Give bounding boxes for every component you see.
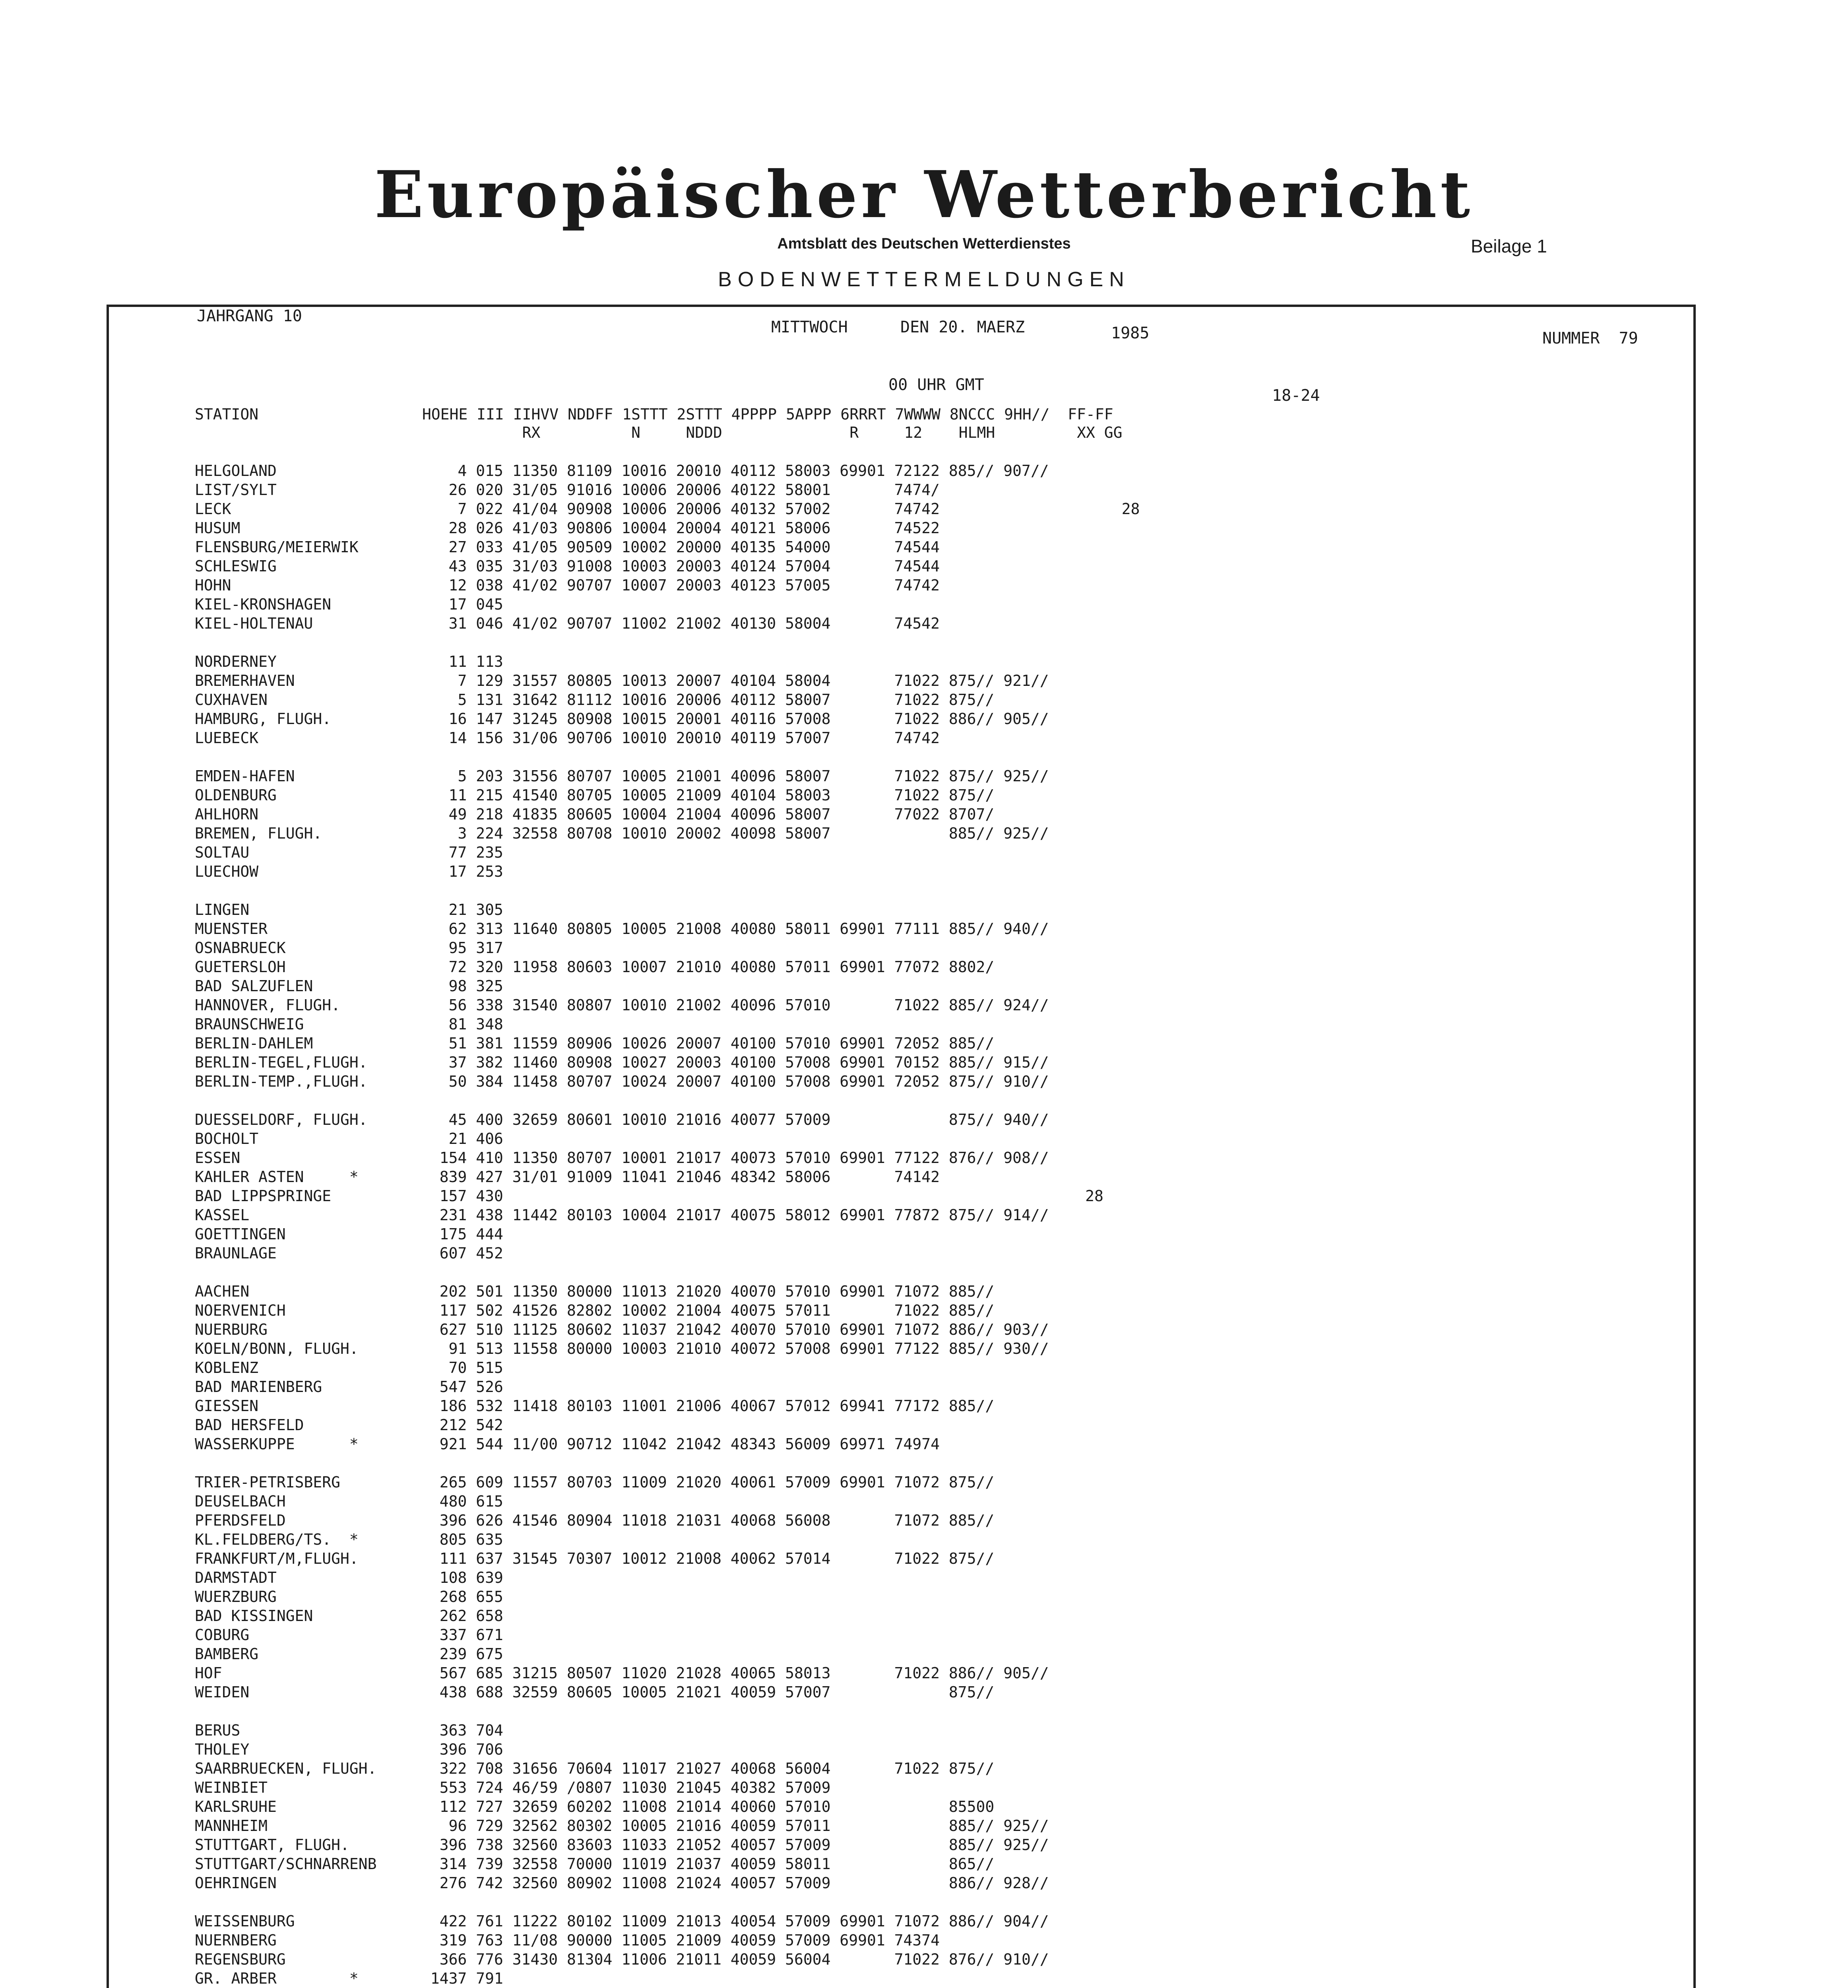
station-name: OSNABRUECK	[195, 939, 286, 957]
station-data: 212 542	[421, 1416, 503, 1434]
station-data: 62 313 11640 80805 10005 21008 40080 58011 69901 77111 885// 940//	[421, 920, 1049, 938]
column-header-line2: RX N NDDD R 12 HLMH XX GG	[195, 424, 1123, 441]
station-name: OLDENBURG	[195, 786, 277, 804]
table-row	[195, 863, 503, 880]
station-name: SOLTAU	[195, 844, 250, 861]
station-name: BREMEN, FLUGH.	[195, 825, 322, 842]
station-name: WEIDEN	[195, 1683, 250, 1701]
station-data: 366 776 31430 81304 11006 21011 40059 56004 71022 876// 910//	[421, 1951, 1049, 1968]
station-data: 363 704	[421, 1722, 503, 1739]
station-data: 11 113	[421, 653, 503, 670]
nummer: NUMMER 79	[1542, 329, 1638, 348]
table-row	[195, 538, 940, 556]
station-data: 49 218 41835 80605 10004 21004 40096 58007 77022 8707/	[421, 806, 995, 823]
station-name: KL.FELDBERG/TS. *	[195, 1531, 359, 1548]
station-data: 262 658	[421, 1607, 503, 1625]
table-row	[195, 1187, 1103, 1205]
station-data: 921 544 11/00 90712 11042 21042 48343 56009 69971 74974	[421, 1435, 940, 1453]
station-name: HUSUM	[195, 519, 240, 537]
station-name: EMDEN-HAFEN	[195, 767, 295, 785]
station-data: 157 430 28	[421, 1187, 1103, 1205]
table-row	[195, 1035, 994, 1052]
station-data: 265 609 11557 80703 11009 21020 40061 57009 69901 71072 875//	[421, 1474, 995, 1491]
table-row	[195, 1111, 1049, 1128]
station-name: BERLIN-TEGEL,FLUGH.	[195, 1054, 368, 1071]
table-row	[195, 1550, 994, 1567]
station-data: 607 452	[421, 1244, 503, 1262]
table-row	[195, 577, 940, 594]
station-data: 17 253	[421, 863, 503, 880]
date: DEN 20. MAERZ	[900, 318, 1025, 336]
table-row	[195, 1054, 1049, 1071]
station-name: MUENSTER	[195, 920, 268, 938]
table-row	[195, 996, 1049, 1014]
station-name: LIST/SYLT	[195, 481, 277, 499]
table-row	[195, 1378, 503, 1396]
table-row	[195, 1416, 503, 1434]
station-name: COBURG	[195, 1626, 250, 1644]
station-name: GIESSEN	[195, 1397, 259, 1415]
table-row	[195, 882, 421, 899]
station-name: MANNHEIM	[195, 1817, 268, 1835]
station-data: 154 410 11350 80707 10001 21017 40073 57010 69901 77122 876// 908//	[421, 1149, 1049, 1167]
station-data: 43 035 31/03 91008 10003 20003 40124 57004 74544	[421, 557, 940, 575]
station-name: AACHEN	[195, 1283, 250, 1300]
station-name: AHLHORN	[195, 806, 259, 823]
station-data: 91 513 11558 80000 10003 21010 40072 57008 69901 77122 885// 930//	[421, 1340, 1049, 1357]
station-name: WEISSENBURG	[195, 1912, 295, 1930]
station-name: NOERVENICH	[195, 1302, 286, 1319]
station-name: NUERBURG	[195, 1321, 268, 1338]
station-data: 17 045	[421, 596, 503, 613]
table-row	[195, 1779, 831, 1796]
table-row	[195, 519, 940, 537]
station-name: LINGEN	[195, 901, 250, 918]
table-row	[195, 1588, 503, 1606]
table-row	[195, 653, 503, 670]
table-row	[195, 1874, 1049, 1892]
station-name: REGENSBURG	[195, 1951, 286, 1968]
station-name: FLENSBURG/MEIERWIK	[195, 538, 359, 556]
station-data: 70 515	[421, 1359, 503, 1376]
table-row	[195, 1206, 1049, 1224]
table-row	[195, 500, 1140, 518]
station-name: BAD SALZUFLEN	[195, 977, 313, 995]
station-name: SAARBRUECKEN, FLUGH.	[195, 1760, 377, 1777]
station-name: HANNOVER, FLUGH.	[195, 996, 341, 1014]
table-row	[195, 729, 940, 747]
table-row	[195, 786, 994, 804]
table-row	[195, 1321, 1049, 1338]
station-name: BERUS	[195, 1722, 240, 1739]
table-row	[195, 1741, 503, 1758]
table-row	[195, 748, 421, 766]
station-data: 396 738 32560 83603 11033 21052 40057 57009 885// 925//	[421, 1836, 1049, 1854]
station-data: 77 235	[421, 844, 503, 861]
station-name: STUTTGART, FLUGH.	[195, 1836, 349, 1854]
station-data: 438 688 32559 80605 10005 21021 40059 57007 875//	[421, 1683, 995, 1701]
station-data: 422 761 11222 80102 11009 21013 40054 57009 69901 71072 886// 904//	[421, 1912, 1049, 1930]
jahrgang: JAHRGANG 10	[197, 307, 302, 325]
station-name: BAD KISSINGEN	[195, 1607, 313, 1625]
station-data: 553 724 46/59 /0807 11030 21045 40382 57009	[421, 1779, 831, 1796]
station-name: THOLEY	[195, 1741, 250, 1758]
station-data: 5 203 31556 80707 10005 21001 40096 58007 71022 875// 925//	[421, 767, 1049, 785]
station-name: BAD LIPPSPRINGE	[195, 1187, 332, 1205]
table-row	[195, 1493, 503, 1510]
table-row	[195, 1912, 1049, 1930]
table-row	[195, 1645, 503, 1663]
station-data: 51 381 11559 80906 10026 20007 40100 57010 69901 72052 885//	[421, 1035, 995, 1052]
station-name: DUESSELDORF, FLUGH.	[195, 1111, 368, 1128]
station-name: HAMBURG, FLUGH.	[195, 710, 332, 728]
table-row	[195, 634, 421, 651]
station-data: 231 438 11442 80103 10004 21017 40075 58012 69901 77872 875// 914//	[421, 1206, 1049, 1224]
station-name: BRAUNSCHWEIG	[195, 1015, 304, 1033]
table-row	[195, 825, 1049, 842]
table-row	[195, 1932, 940, 1949]
table-row	[195, 1340, 1049, 1357]
station-name: WUERZBURG	[195, 1588, 277, 1606]
station-name: KIEL-KRONSHAGEN	[195, 596, 332, 613]
observation-time: 00 UHR GMT	[888, 376, 984, 394]
table-row	[195, 710, 1049, 728]
station-data: 1437 791	[421, 1970, 503, 1987]
station-name: FRANKFURT/M,FLUGH.	[195, 1550, 359, 1567]
station-data: 14 156 31/06 90706 10010 20010 40119 57007 74742	[421, 729, 940, 747]
station-data: 27 033 41/05 90509 10002 20000 40135 54000 74544	[421, 538, 940, 556]
station-name: DARMSTADT	[195, 1569, 277, 1586]
station-name: DEUSELBACH	[195, 1493, 286, 1510]
station-data: 268 655	[421, 1588, 503, 1606]
table-row	[195, 1092, 421, 1109]
table-row	[195, 939, 503, 957]
station-data: 314 739 32558 70000 11019 21037 40059 58011 865//	[421, 1855, 995, 1873]
period-label: 18-24	[1272, 386, 1320, 405]
station-name: BOCHOLT	[195, 1130, 259, 1147]
station-data: 21 305	[421, 901, 503, 918]
station-name: LUEBECK	[195, 729, 259, 747]
station-data: 21 406	[421, 1130, 503, 1147]
table-row	[195, 1703, 421, 1720]
table-row	[195, 1664, 1049, 1682]
table-row	[195, 1836, 1049, 1854]
station-data: 4 015 11350 81109 10016 20010 40112 58003 69901 72122 885// 907//	[421, 462, 1049, 480]
table-row	[195, 1168, 940, 1186]
station-data: 31 046 41/02 90707 11002 21002 40130 58004 74542	[421, 615, 940, 632]
station-name: GUETERSLOH	[195, 958, 286, 976]
station-data: 319 763 11/08 90000 11005 21009 40059 57009 69901 74374	[421, 1932, 940, 1949]
table-row	[195, 1149, 1049, 1167]
station-data: 239 675	[421, 1645, 503, 1663]
station-data: 175 444	[421, 1225, 503, 1243]
station-data: 5 131 31642 81112 10016 20006 40112 58007 71022 875//	[421, 691, 995, 709]
station-name: CUXHAVEN	[195, 691, 268, 709]
station-data: 95 317	[421, 939, 503, 957]
table-row	[195, 1970, 503, 1987]
station-name: BAD MARIENBERG	[195, 1378, 322, 1396]
station-data: 337 671	[421, 1626, 503, 1644]
table-row	[195, 901, 503, 918]
table-row	[195, 806, 994, 823]
station-data: 37 382 11460 80908 10027 20003 40100 57008 69901 70152 885// 915//	[421, 1054, 1049, 1071]
station-name: KOELN/BONN, FLUGH.	[195, 1340, 359, 1357]
station-name: NORDERNEY	[195, 653, 277, 670]
station-data: 805 635	[421, 1531, 503, 1548]
station-data: 98 325	[421, 977, 503, 995]
station-data: 45 400 32659 80601 10010 21016 40077 57009 875// 940//	[421, 1111, 1049, 1128]
station-name: HOHN	[195, 577, 231, 594]
table-row	[195, 1817, 1049, 1835]
station-data: 112 727 32659 60202 11008 21014 40060 57010 85500	[421, 1798, 995, 1815]
station-name: BAD HERSFELD	[195, 1416, 304, 1434]
station-data: 7 129 31557 80805 10013 20007 40104 58004 71022 875// 921//	[421, 672, 1049, 689]
station-name: KIEL-HOLTENAU	[195, 615, 313, 632]
station-data: 111 637 31545 70307 10012 21008 40062 57014 71022 875//	[421, 1550, 995, 1567]
station-data: 7 022 41/04 90908 10006 20006 40132 57002 74742 28	[421, 500, 1140, 518]
station-data: 81 348	[421, 1015, 503, 1033]
station-data: 11 215 41540 80705 10005 21009 40104 58003 71022 875//	[421, 786, 995, 804]
station-name: HELGOLAND	[195, 462, 277, 480]
report-subtitle: Amtsblatt des Deutschen Wetterdienstes	[777, 235, 1071, 252]
table-row	[195, 1893, 421, 1911]
table-row	[195, 1951, 1049, 1968]
station-data: 839 427 31/01 91009 11041 21046 48342 58006 74142	[421, 1168, 940, 1186]
station-name: TRIER-PETRISBERG	[195, 1474, 341, 1491]
table-row	[195, 1244, 503, 1262]
station-name: BRAUNLAGE	[195, 1244, 277, 1262]
report-title: Europäischer Wetterbericht	[374, 157, 1474, 233]
table-row	[195, 1435, 940, 1453]
station-data: 50 384 11458 80707 10024 20007 40100 57008 69901 72052 875// 910//	[421, 1073, 1049, 1090]
station-data: 567 685 31215 80507 11020 21028 40065 58013 71022 886// 905//	[421, 1664, 1049, 1682]
table-row	[195, 481, 940, 499]
station-name: STUTTGART/SCHNARRENB	[195, 1855, 377, 1873]
weekday: MITTWOCH	[771, 318, 848, 336]
station-name: LECK	[195, 500, 231, 518]
station-name: BERLIN-DAHLEM	[195, 1035, 313, 1052]
table-row	[195, 1607, 503, 1625]
table-row	[195, 1474, 994, 1491]
station-data: 56 338 31540 80807 10010 21002 40096 57010 71022 885// 924//	[421, 996, 1049, 1014]
table-row	[195, 977, 503, 995]
table-row	[195, 1225, 503, 1243]
table-row	[195, 1531, 503, 1548]
station-data: 3 224 32558 80708 10010 20002 40098 58007 885// 925//	[421, 825, 1049, 842]
table-row	[195, 615, 940, 632]
table-row	[195, 557, 940, 575]
table-row	[195, 920, 1049, 938]
table-row	[195, 767, 1049, 785]
table-row	[195, 1302, 994, 1319]
table-row	[195, 672, 1049, 689]
station-name: LUECHOW	[195, 863, 259, 880]
table-row	[195, 1855, 994, 1873]
station-name: KARLSRUHE	[195, 1798, 277, 1815]
station-data: 480 615	[421, 1493, 503, 1510]
station-name: ESSEN	[195, 1149, 240, 1167]
table-row	[195, 1397, 994, 1415]
station-data: 276 742 32560 80902 11008 21024 40057 57009 886// 928//	[421, 1874, 1049, 1892]
table-row	[195, 1683, 994, 1701]
table-row	[195, 958, 994, 976]
table-row	[195, 1454, 421, 1472]
station-name: NUERNBERG	[195, 1932, 277, 1949]
station-name: KOBLENZ	[195, 1359, 259, 1376]
table-row	[195, 596, 503, 613]
station-data: 547 526	[421, 1378, 503, 1396]
station-data: 28 026 41/03 90806 10004 20004 40121 58006 74522	[421, 519, 940, 537]
station-data: 396 626 41546 80904 11018 21031 40068 56008 71072 885//	[421, 1512, 995, 1529]
station-data: 396 706	[421, 1741, 503, 1758]
table-row	[195, 844, 503, 861]
station-name: WEINBIET	[195, 1779, 268, 1796]
table-row	[195, 1760, 994, 1777]
station-name: OEHRINGEN	[195, 1874, 277, 1892]
station-data: 627 510 11125 80602 11037 21042 40070 57010 69901 71072 886// 903//	[421, 1321, 1049, 1338]
table-row	[195, 1015, 503, 1033]
station-data: 117 502 41526 82802 10002 21004 40075 57011 71022 885//	[421, 1302, 995, 1319]
station-name: GR. ARBER *	[195, 1970, 359, 1987]
station-data: 96 729 32562 80302 10005 21016 40059 57011 885// 925//	[421, 1817, 1049, 1835]
station-data: 12 038 41/02 90707 10007 20003 40123 57005 74742	[421, 577, 940, 594]
table-row	[195, 1512, 994, 1529]
table-row	[195, 1722, 503, 1739]
station-data: 26 020 31/05 91016 10006 20006 40122 58001 7474/	[421, 481, 940, 499]
table-row	[195, 691, 994, 709]
station-name: WASSERKUPPE *	[195, 1435, 359, 1453]
column-header-line1: STATION HOEHE III IIHVV NDDFF 1STTT 2STTT 4PPPP 5APPP 6RRRT 7WWWW 8NCCC 9HH// FF-FF	[195, 406, 1113, 423]
table-row	[195, 1569, 503, 1586]
station-data: 16 147 31245 80908 10015 20001 40116 57008 71022 886// 905//	[421, 710, 1049, 728]
station-data: 72 320 11958 80603 10007 21010 40080 57011 69901 77072 8802/	[421, 958, 995, 976]
table-row	[195, 1264, 421, 1281]
station-data: 322 708 31656 70604 11017 21027 40068 56004 71022 875//	[421, 1760, 995, 1777]
table-row	[195, 1073, 1049, 1090]
station-name: GOETTINGEN	[195, 1225, 286, 1243]
table-row	[195, 1283, 994, 1300]
table-row	[195, 1359, 503, 1376]
section-title: BODENWETTERMELDUNGEN	[718, 268, 1130, 291]
station-name: KASSEL	[195, 1206, 250, 1224]
table-row	[195, 1130, 503, 1147]
beilage-label: Beilage 1	[1471, 236, 1547, 256]
table-row	[195, 1626, 503, 1644]
table-row	[195, 462, 1049, 480]
station-name: PFERDSFELD	[195, 1512, 286, 1529]
station-data: 202 501 11350 80000 11013 21020 40070 57010 69901 71072 885//	[421, 1283, 995, 1300]
station-data: 186 532 11418 80103 11001 21006 40067 57012 69941 77172 885//	[421, 1397, 995, 1415]
station-name: BERLIN-TEMP.,FLUGH.	[195, 1073, 368, 1090]
station-name: BAMBERG	[195, 1645, 259, 1663]
station-name: SCHLESWIG	[195, 557, 277, 575]
station-data: 108 639	[421, 1569, 503, 1586]
station-name: HOF	[195, 1664, 222, 1682]
year: 1985	[1111, 324, 1150, 342]
table-row	[195, 1798, 994, 1815]
station-name: BREMERHAVEN	[195, 672, 295, 689]
station-name: KAHLER ASTEN *	[195, 1168, 359, 1186]
